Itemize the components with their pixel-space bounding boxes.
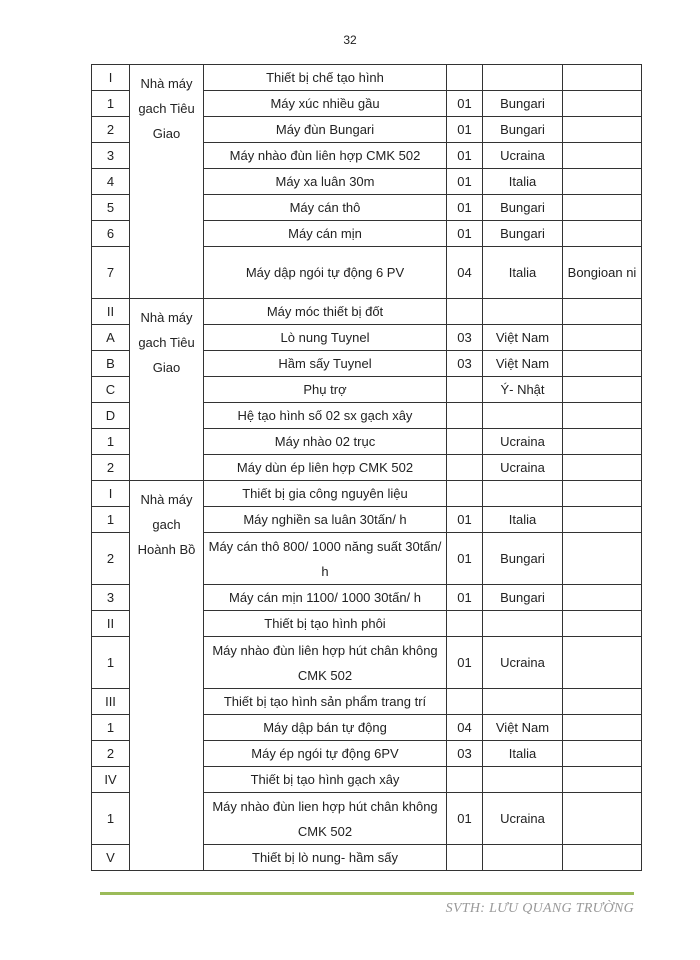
cell-origin <box>483 403 563 429</box>
cell-qty <box>447 65 483 91</box>
cell-note <box>563 169 642 195</box>
cell-name: Lò nung Tuynel <box>204 325 447 351</box>
cell-stt: III <box>92 689 130 715</box>
cell-qty <box>447 377 483 403</box>
cell-qty: 01 <box>447 533 483 585</box>
cell-stt: II <box>92 299 130 325</box>
cell-note <box>563 793 642 845</box>
cell-note <box>563 507 642 533</box>
cell-stt: D <box>92 403 130 429</box>
cell-origin: Ucraina <box>483 637 563 689</box>
cell-name: Máy cán thô 800/ 1000 năng suất 30tấn/ h <box>204 533 447 585</box>
cell-name: Máy móc thiết bị đốt <box>204 299 447 325</box>
cell-origin: Italia <box>483 507 563 533</box>
cell-stt: 5 <box>92 195 130 221</box>
cell-name: Thiết bị gia công nguyên liệu <box>204 481 447 507</box>
cell-origin: Việt Nam <box>483 325 563 351</box>
cell-name: Phụ trợ <box>204 377 447 403</box>
cell-origin: Ucraina <box>483 455 563 481</box>
cell-name: Máy nhào đùn liên hợp hút chân không CMK 502 <box>204 637 447 689</box>
cell-note <box>563 845 642 871</box>
cell-origin: Bungari <box>483 195 563 221</box>
cell-note <box>563 351 642 377</box>
cell-name: Máy đùn Bungari <box>204 117 447 143</box>
cell-origin: Italia <box>483 247 563 299</box>
cell-stt: 2 <box>92 117 130 143</box>
page-number: 32 <box>343 33 357 47</box>
cell-name: Thiết bị chế tạo hình <box>204 65 447 91</box>
cell-note <box>563 637 642 689</box>
footer-rule <box>100 892 634 895</box>
cell-origin <box>483 845 563 871</box>
cell-qty <box>447 689 483 715</box>
cell-origin: Việt Nam <box>483 351 563 377</box>
cell-origin: Bungari <box>483 585 563 611</box>
cell-note <box>563 455 642 481</box>
cell-origin <box>483 611 563 637</box>
cell-name: Thiết bị tạo hình phôi <box>204 611 447 637</box>
cell-name: Thiết bị lò nung- hầm sấy <box>204 845 447 871</box>
cell-stt: B <box>92 351 130 377</box>
cell-stt: C <box>92 377 130 403</box>
cell-qty: 01 <box>447 195 483 221</box>
cell-name: Máy xa luân 30m <box>204 169 447 195</box>
cell-name: Máy xúc nhiều gầu <box>204 91 447 117</box>
cell-origin <box>483 299 563 325</box>
cell-origin: Bungari <box>483 117 563 143</box>
cell-stt: 1 <box>92 793 130 845</box>
cell-name: Máy nhào đùn liên hợp CMK 502 <box>204 143 447 169</box>
cell-stt: IV <box>92 767 130 793</box>
cell-qty: 01 <box>447 221 483 247</box>
cell-origin: Ý- Nhật <box>483 377 563 403</box>
cell-origin: Ucraina <box>483 793 563 845</box>
cell-qty <box>447 611 483 637</box>
cell-note: Bongioan ni <box>563 247 642 299</box>
cell-name: Máy cán thô <box>204 195 447 221</box>
cell-qty <box>447 429 483 455</box>
cell-qty: 01 <box>447 91 483 117</box>
cell-qty: 03 <box>447 325 483 351</box>
cell-origin: Việt Nam <box>483 715 563 741</box>
cell-qty: 01 <box>447 169 483 195</box>
cell-qty: 03 <box>447 741 483 767</box>
cell-note <box>563 143 642 169</box>
cell-qty <box>447 455 483 481</box>
cell-name: Thiết bị tạo hình gạch xây <box>204 767 447 793</box>
cell-note <box>563 403 642 429</box>
cell-note <box>563 195 642 221</box>
cell-qty: 04 <box>447 247 483 299</box>
cell-note <box>563 611 642 637</box>
cell-stt: 1 <box>92 715 130 741</box>
cell-name: Máy dập bán tự động <box>204 715 447 741</box>
cell-note <box>563 117 642 143</box>
cell-qty <box>447 403 483 429</box>
cell-qty: 01 <box>447 637 483 689</box>
cell-name: Máy ép ngói tự động 6PV <box>204 741 447 767</box>
table-row <box>92 65 642 91</box>
cell-stt: 6 <box>92 221 130 247</box>
equipment-table <box>91 64 642 871</box>
cell-stt: 3 <box>92 143 130 169</box>
cell-origin: Italia <box>483 169 563 195</box>
cell-stt: 1 <box>92 507 130 533</box>
cell-name: Hệ tạo hình số 02 sx gạch xây <box>204 403 447 429</box>
cell-note <box>563 377 642 403</box>
cell-qty: 01 <box>447 507 483 533</box>
cell-stt: 4 <box>92 169 130 195</box>
cell-name: Thiết bị tạo hình sản phẩm trang trí <box>204 689 447 715</box>
cell-stt: 3 <box>92 585 130 611</box>
footer-author: SVTH: LƯU QUANG TRƯỜNG <box>445 901 634 916</box>
cell-stt: A <box>92 325 130 351</box>
cell-stt: 7 <box>92 247 130 299</box>
cell-name: Máy cán mịn 1100/ 1000 30tấn/ h <box>204 585 447 611</box>
cell-origin <box>483 767 563 793</box>
cell-note <box>563 91 642 117</box>
cell-qty: 03 <box>447 351 483 377</box>
cell-name: Máy nhào đùn lien hợp hút chân không CMK 502 <box>204 793 447 845</box>
cell-factory: Nhà máy gach Tiêu Giao <box>130 299 204 481</box>
cell-name: Hầm sấy Tuynel <box>204 351 447 377</box>
cell-note <box>563 767 642 793</box>
cell-stt: 2 <box>92 455 130 481</box>
cell-note <box>563 533 642 585</box>
cell-origin: Bungari <box>483 533 563 585</box>
cell-stt: 1 <box>92 637 130 689</box>
cell-name: Máy nghiền sa luân 30tấn/ h <box>204 507 447 533</box>
cell-origin <box>483 65 563 91</box>
cell-origin: Bungari <box>483 91 563 117</box>
cell-name: Máy dùn ép liên hợp CMK 502 <box>204 455 447 481</box>
cell-stt: V <box>92 845 130 871</box>
cell-name: Máy cán mịn <box>204 221 447 247</box>
cell-stt: II <box>92 611 130 637</box>
cell-qty: 01 <box>447 585 483 611</box>
table-row <box>92 481 642 507</box>
cell-stt: 2 <box>92 741 130 767</box>
cell-qty: 01 <box>447 117 483 143</box>
cell-origin <box>483 481 563 507</box>
cell-origin: Bungari <box>483 221 563 247</box>
cell-note <box>563 221 642 247</box>
cell-note <box>563 741 642 767</box>
cell-factory: Nhà máy gach Hoành Bồ <box>130 481 204 871</box>
table-row <box>92 299 642 325</box>
cell-qty <box>447 845 483 871</box>
cell-stt: 1 <box>92 91 130 117</box>
cell-note <box>563 325 642 351</box>
cell-name: Máy dập ngói tự động 6 PV <box>204 247 447 299</box>
cell-origin: Italia <box>483 741 563 767</box>
cell-qty: 04 <box>447 715 483 741</box>
cell-qty: 01 <box>447 793 483 845</box>
cell-stt: 2 <box>92 533 130 585</box>
cell-note <box>563 429 642 455</box>
cell-note <box>563 299 642 325</box>
cell-origin <box>483 689 563 715</box>
cell-origin: Ucraina <box>483 429 563 455</box>
cell-note <box>563 715 642 741</box>
cell-qty: 01 <box>447 143 483 169</box>
cell-name: Máy nhào 02 trục <box>204 429 447 455</box>
cell-stt: I <box>92 65 130 91</box>
cell-note <box>563 65 642 91</box>
cell-note <box>563 689 642 715</box>
cell-qty <box>447 481 483 507</box>
cell-note <box>563 585 642 611</box>
cell-stt: 1 <box>92 429 130 455</box>
cell-note <box>563 481 642 507</box>
cell-factory: Nhà máy gach Tiêu Giao <box>130 65 204 299</box>
cell-origin: Ucraina <box>483 143 563 169</box>
cell-qty <box>447 299 483 325</box>
cell-stt: I <box>92 481 130 507</box>
cell-qty <box>447 767 483 793</box>
